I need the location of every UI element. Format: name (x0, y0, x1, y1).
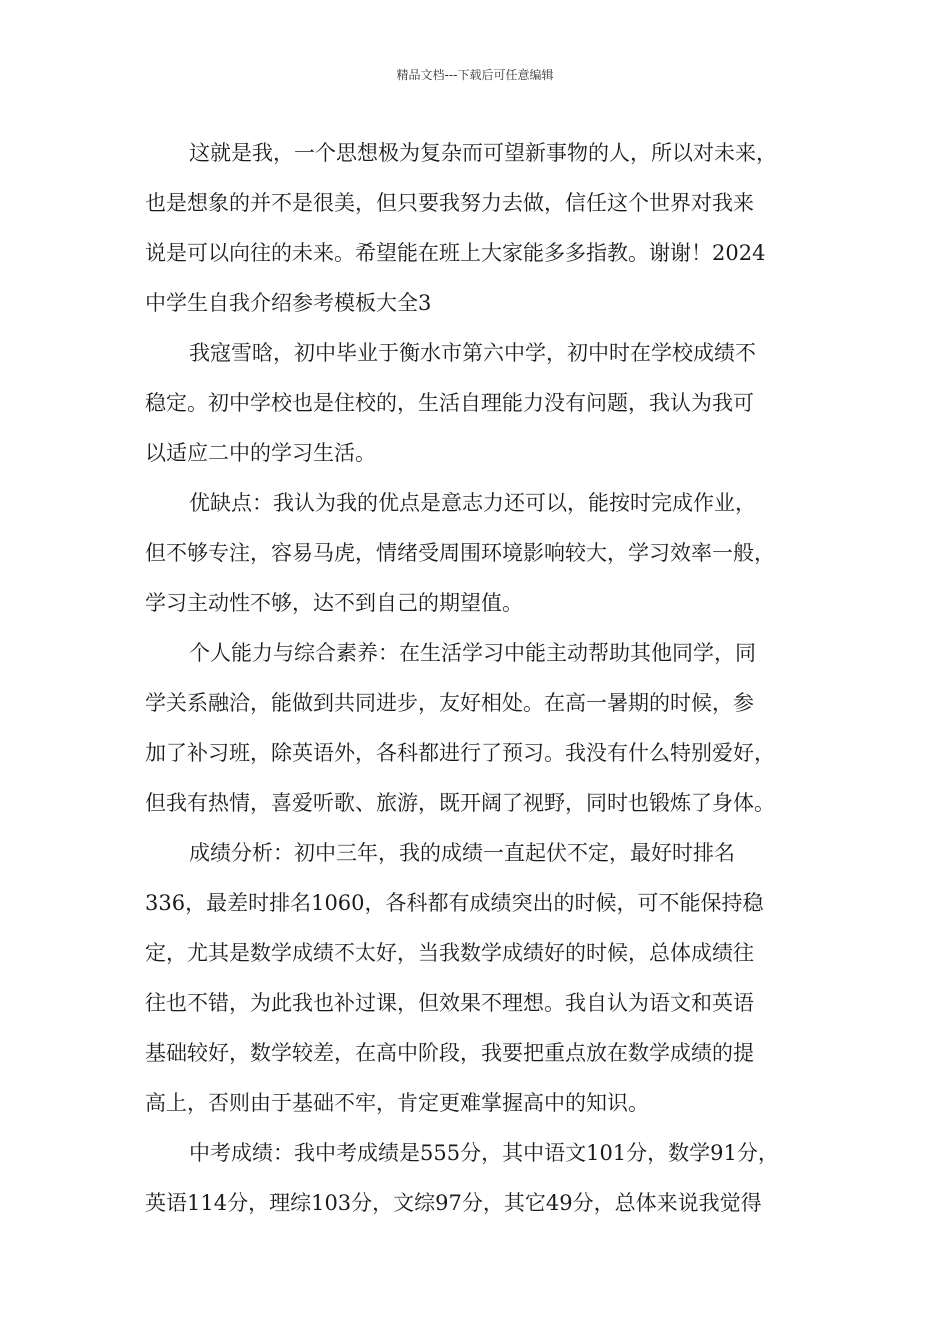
text-line: 以适应二中的学习生活。 (145, 441, 376, 465)
text-line: 稳定。初中学校也是住校的，生活自理能力没有问题，我认为我可 (145, 391, 754, 415)
text-line: 英语114分，理综103分，文综97分，其它49分，总体来说我觉得 (145, 1191, 762, 1215)
text-line: 基础较好，数学较差，在高中阶段，我要把重点放在数学成绩的提 (145, 1041, 754, 1065)
text-line: 个人能力与综合素养：在生活学习中能主动帮助其他同学，同 (189, 641, 756, 665)
text-line: 成绩分析：初中三年，我的成绩一直起伏不定，最好时排名 (189, 841, 735, 865)
text-line: 往也不错，为此我也补过课，但效果不理想。我自认为语文和英语 (145, 991, 754, 1015)
text-line: 但我有热情，喜爱听歌、旅游，既开阔了视野，同时也锻炼了身体。 (145, 791, 775, 815)
document-body (145, 128, 817, 1228)
text-line: 学习主动性不够，达不到自己的期望值。 (145, 591, 523, 615)
text-line: 中学生自我介绍参考模板大全3 (145, 291, 432, 315)
text-line: 优缺点：我认为我的优点是意志力还可以，能按时完成作业， (189, 491, 756, 515)
text-line: 336，最差时排名1060，各科都有成绩突出的时候，可不能保持稳 (145, 891, 764, 915)
text-line: 学关系融洽，能做到共同进步，友好相处。在高一暑期的时候，参 (145, 691, 754, 715)
text-line: 也是想象的并不是很美，但只要我努力去做，信任这个世界对我来 (145, 191, 754, 215)
text-line: 我寇雪晗，初中毕业于衡水市第六中学，初中时在学校成绩不 (189, 341, 756, 365)
text-line: 这就是我，一个思想极为复杂而可望新事物的人，所以对未来， (189, 141, 777, 165)
text-line: 加了补习班，除英语外，各科都进行了预习。我没有什么特别爱好， (145, 741, 775, 765)
text-line: 中考成绩：我中考成绩是555分，其中语文101分，数学91分， (189, 1141, 779, 1165)
text-line: 高上，否则由于基础不牢，肯定更难掌握高中的知识。 (145, 1091, 649, 1115)
text-line: 定，尤其是数学成绩不太好，当我数学成绩好的时候，总体成绩往 (145, 941, 754, 965)
text-line: 说是可以向往的未来。希望能在班上大家能多多指教。谢谢！2024 (145, 241, 766, 265)
page-header: 精品文档---下载后可任意编辑 (396, 68, 554, 82)
text-line: 但不够专注，容易马虎，情绪受周围环境影响较大，学习效率一般， (145, 541, 775, 565)
